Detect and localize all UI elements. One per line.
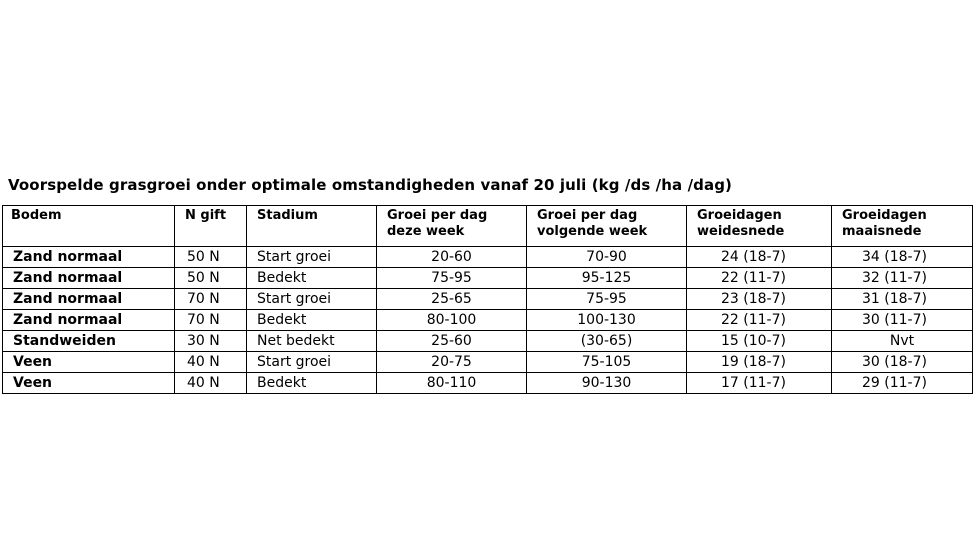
cell-stadium: Net bedekt: [247, 331, 377, 352]
cell-n-gift: 70 N: [175, 289, 247, 310]
cell-n-gift: 50 N: [175, 268, 247, 289]
cell-groei-deze-week: 80-100: [377, 310, 527, 331]
header-stadium: Stadium: [247, 206, 377, 247]
table-row: [3, 268, 973, 289]
cell-stadium: Bedekt: [247, 268, 377, 289]
cell-groei-volgende-week: 90-130: [527, 373, 687, 394]
cell-groei-deze-week: 25-60: [377, 331, 527, 352]
cell-n-gift: 30 N: [175, 331, 247, 352]
cell-groei-deze-week: 20-75: [377, 352, 527, 373]
cell-groeidagen-weidesnede: 22 (11-7): [687, 310, 832, 331]
cell-groeidagen-maaisnede: 31 (18-7): [832, 289, 973, 310]
cell-groei-volgende-week: 75-105: [527, 352, 687, 373]
cell-groei-volgende-week: 95-125: [527, 268, 687, 289]
cell-n-gift: 40 N: [175, 373, 247, 394]
table-header-row: [3, 206, 973, 247]
cell-groeidagen-maaisnede: Nvt: [832, 331, 973, 352]
cell-groeidagen-weidesnede: 15 (10-7): [687, 331, 832, 352]
table-row: [3, 352, 973, 373]
cell-groei-deze-week: 25-65: [377, 289, 527, 310]
header-groeidagen-weidesnede: Groeidagen weidesnede: [687, 206, 832, 247]
cell-groeidagen-maaisnede: 34 (18-7): [832, 247, 973, 268]
table-row: [3, 373, 973, 394]
cell-stadium: Start groei: [247, 352, 377, 373]
table-row: [3, 331, 973, 352]
cell-bodem: Zand normaal: [3, 310, 175, 331]
cell-bodem: Veen: [3, 373, 175, 394]
page-title: Voorspelde grasgroei onder optimale omstandigheden vanaf 20 juli (kg /ds /ha /dag): [8, 176, 733, 194]
header-groei-volgende-week: Groei per dag volgende week: [527, 206, 687, 247]
cell-stadium: Bedekt: [247, 310, 377, 331]
cell-groeidagen-weidesnede: 24 (18-7): [687, 247, 832, 268]
cell-stadium: Bedekt: [247, 373, 377, 394]
cell-bodem: Zand normaal: [3, 247, 175, 268]
cell-n-gift: 70 N: [175, 310, 247, 331]
cell-groei-volgende-week: 70-90: [527, 247, 687, 268]
cell-groeidagen-maaisnede: 30 (11-7): [832, 310, 973, 331]
table-row: [3, 310, 973, 331]
cell-groeidagen-weidesnede: 22 (11-7): [687, 268, 832, 289]
table-row: [3, 247, 973, 268]
cell-bodem: Zand normaal: [3, 289, 175, 310]
cell-groeidagen-weidesnede: 17 (11-7): [687, 373, 832, 394]
cell-stadium: Start groei: [247, 247, 377, 268]
cell-groei-deze-week: 80-110: [377, 373, 527, 394]
cell-bodem: Standweiden: [3, 331, 175, 352]
header-groei-deze-week: Groei per dag deze week: [377, 206, 527, 247]
cell-groeidagen-maaisnede: 32 (11-7): [832, 268, 973, 289]
grass-growth-table: [2, 205, 973, 394]
cell-groei-volgende-week: 75-95: [527, 289, 687, 310]
cell-n-gift: 50 N: [175, 247, 247, 268]
cell-groei-deze-week: 75-95: [377, 268, 527, 289]
cell-groeidagen-weidesnede: 23 (18-7): [687, 289, 832, 310]
header-bodem: Bodem: [3, 206, 175, 247]
cell-groeidagen-maaisnede: 29 (11-7): [832, 373, 973, 394]
cell-bodem: Zand normaal: [3, 268, 175, 289]
cell-groei-volgende-week: (30-65): [527, 331, 687, 352]
table-row: [3, 289, 973, 310]
cell-groei-deze-week: 20-60: [377, 247, 527, 268]
header-n-gift: N gift: [175, 206, 247, 247]
cell-n-gift: 40 N: [175, 352, 247, 373]
cell-bodem: Veen: [3, 352, 175, 373]
cell-groeidagen-maaisnede: 30 (18-7): [832, 352, 973, 373]
cell-stadium: Start groei: [247, 289, 377, 310]
cell-groei-volgende-week: 100-130: [527, 310, 687, 331]
cell-groeidagen-weidesnede: 19 (18-7): [687, 352, 832, 373]
header-groeidagen-maaisnede: Groeidagen maaisnede: [832, 206, 973, 247]
